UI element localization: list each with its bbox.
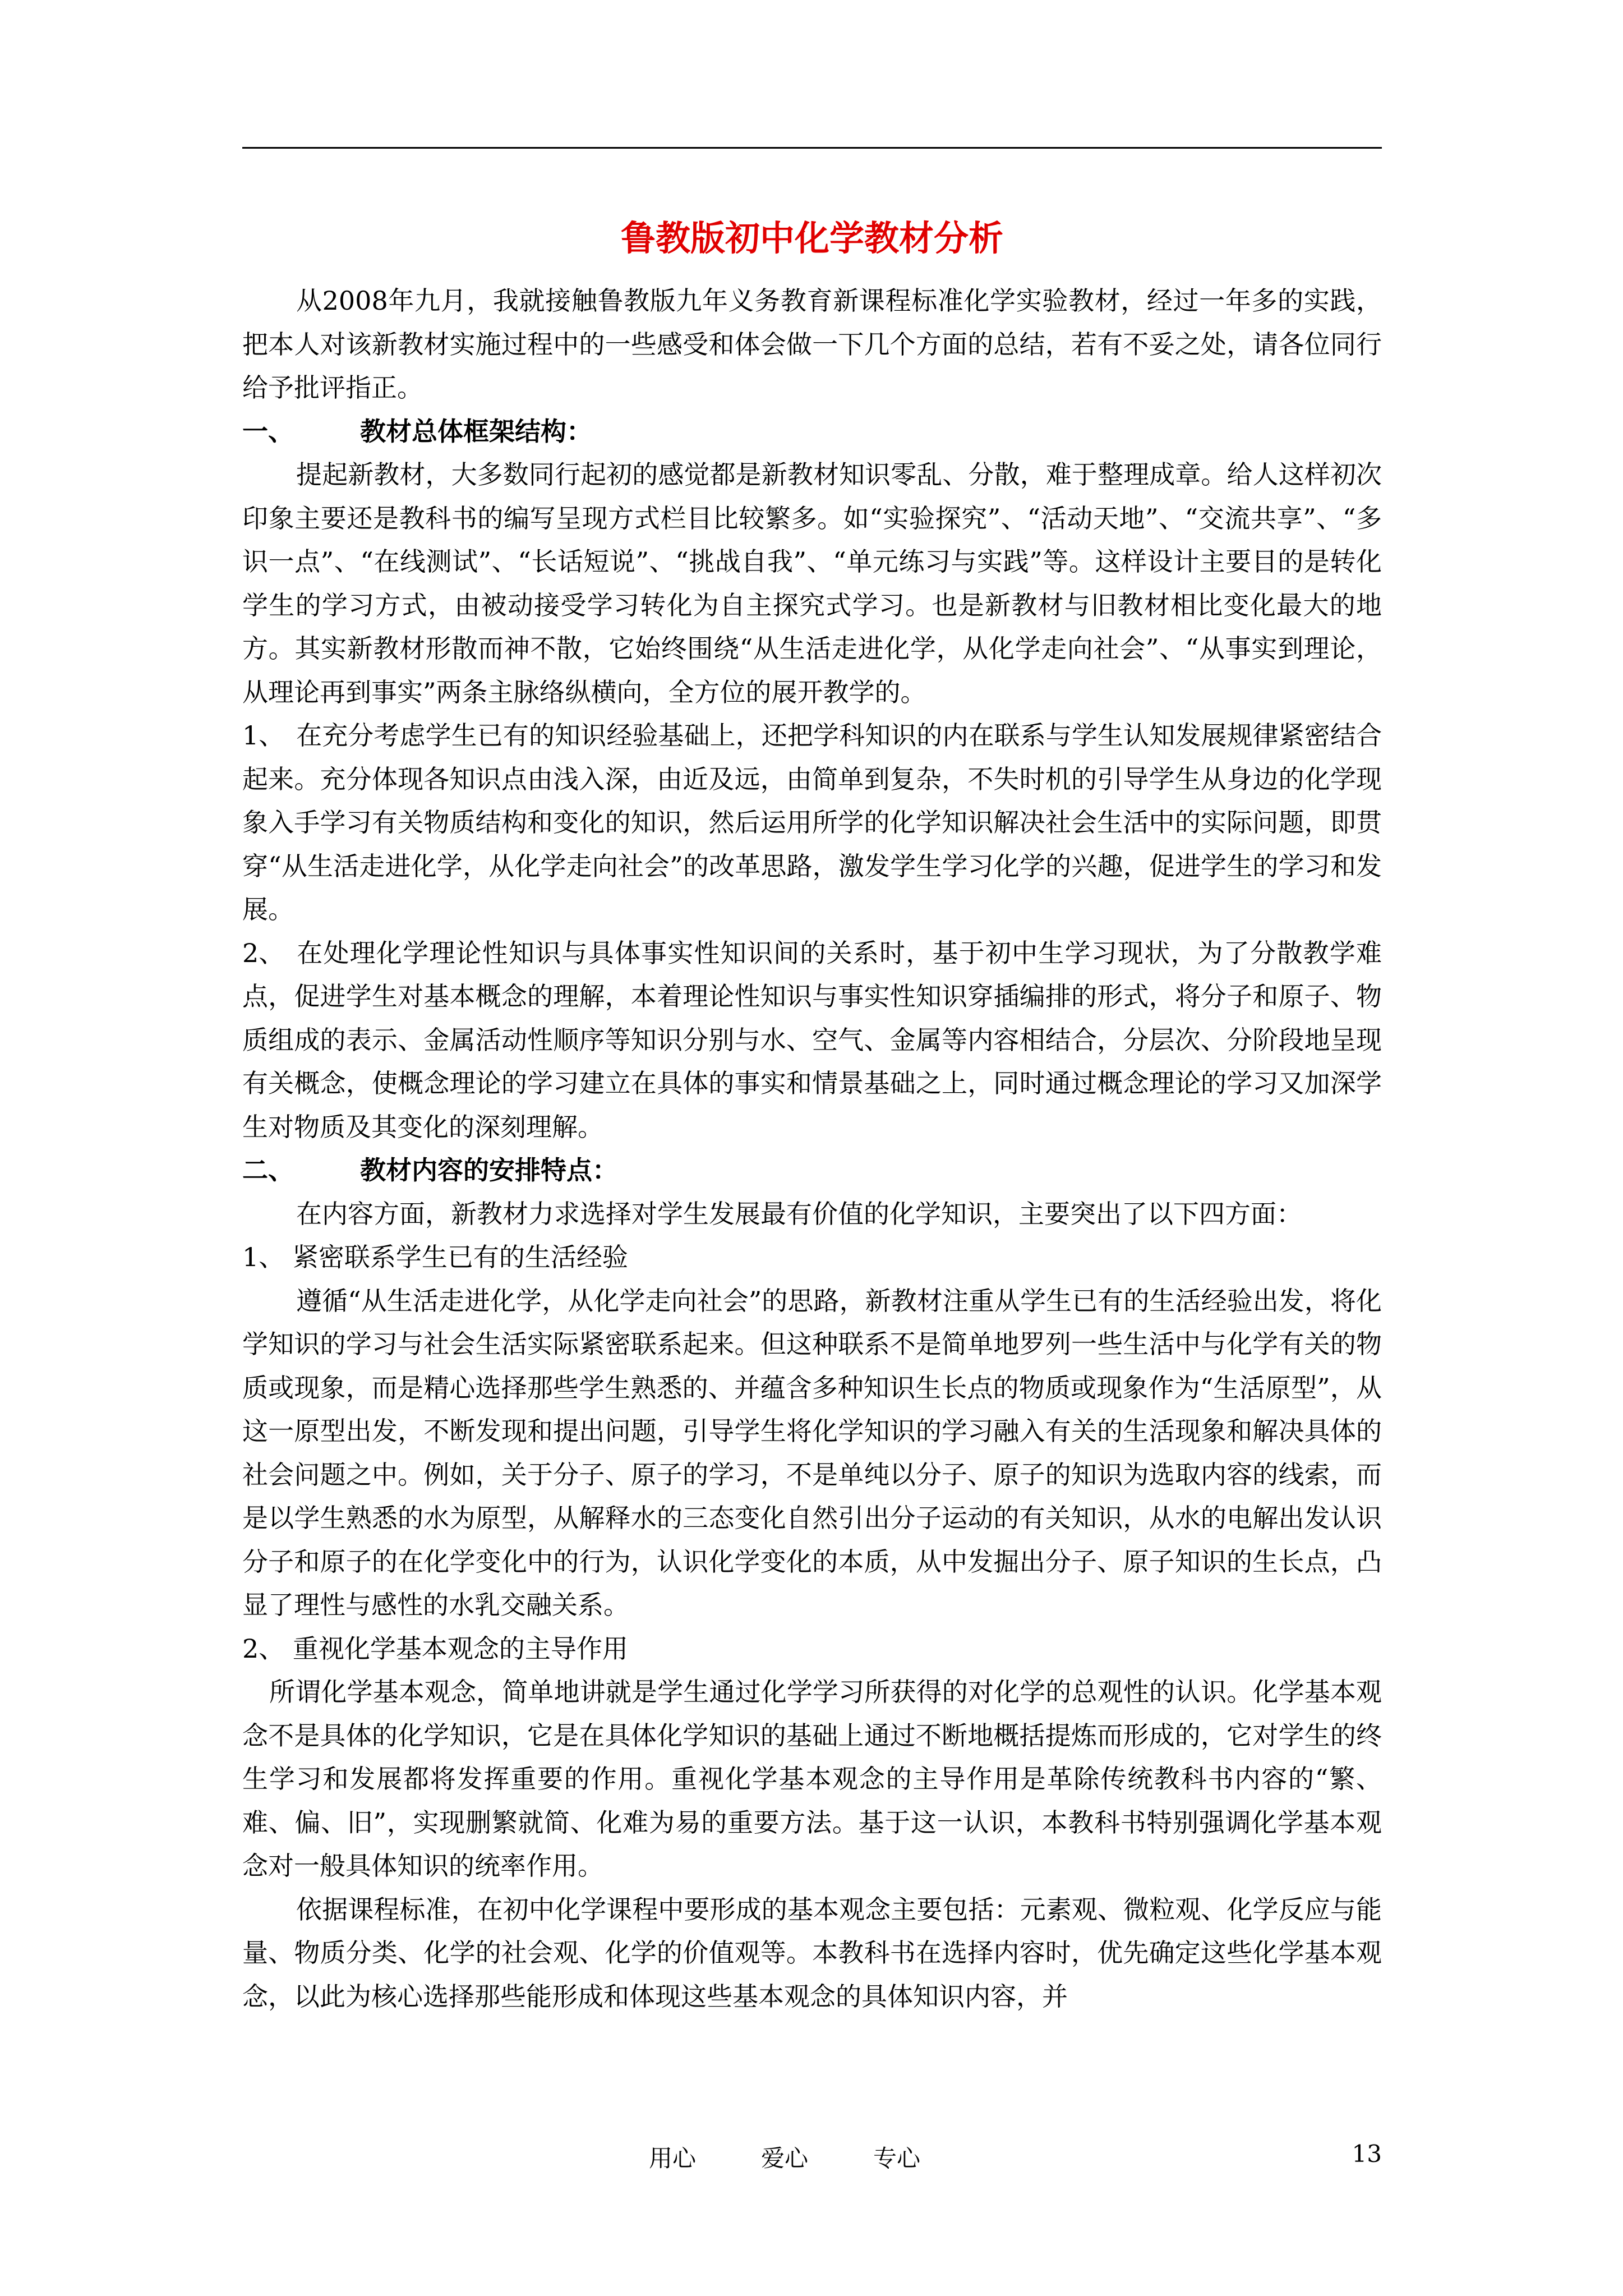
- section-1-item-1: [242, 714, 1382, 932]
- footer-motto: [649, 2140, 920, 2174]
- section-2-number: 二、: [242, 1155, 294, 1185]
- section-2-heading: [242, 1149, 1382, 1193]
- section-1-number: 一、: [242, 416, 294, 447]
- section-1-item-1-number: 1、: [242, 720, 285, 751]
- document-title: 鲁教版初中化学教材分析: [620, 218, 1003, 259]
- section-2-item-1-heading: 1、 紧密联系学生已有的生活经验: [242, 1242, 628, 1272]
- section-2-title: 教材内容的安排特点：: [360, 1155, 618, 1185]
- section-2-item-2-paragraph-1: 所谓化学基本观念，简单地讲就是学生通过化学学习所获得的对化学的总观性的认识。化学基本观念不是具体的化学知识，它是在具体化学知识的基础上通过不断地概括提炼而形成的，它对学生的终生学习和发展都将发挥重要的作用。重视化学基本观念的主导作用是革除传统教科书内容的“繁、难、偏、旧”，实现删繁就简、化难为易的重要方法。基于这一认识，本教科书特别强调化学基本观念对一般具体知识的统率作用。: [242, 1677, 1382, 1881]
- section-1-paragraph: 提起新教材，大多数同行起初的感觉都是新教材知识零乱、分散，难于整理成章。给人这样初次印象主要还是教科书的编写呈现方式栏目比较繁多。如“实验探究”、“活动天地”、“交流共享”、“多识一点”、“在线测试”、“长话短说”、“挑战自我”、“单元练习与实践”等。这样设计主要目的是转化学生的学习方式，由被动接受学习转化为自主探究式学习。也是新教材与旧教材相比变化最大的地方。其实新教材形散而神不散，它始终围绕“从生活走进化学，从化学走向社会”、“从事实到理论，从理论再到事实”两条主脉络纵横向，全方位的展开教学的。: [242, 459, 1382, 707]
- section-2-item-2-heading: 2、 重视化学基本观念的主导作用: [242, 1633, 628, 1664]
- section-1-title: 教材总体框架结构：: [360, 416, 592, 447]
- document-body: [242, 279, 1382, 2018]
- footer-motto-3: 专心: [873, 2145, 921, 2172]
- section-2-item-1-paragraph: 遵循“从生活走进化学，从化学走向社会”的思路，新教材注重从学生已有的生活经验出发，将化学知识的学习与社会生活实际紧密联系起来。但这种联系不是简单地罗列一些生活中与化学有关的物质或现象，而是精心选择那些学生熟悉的、并蕴含多种知识生长点的物质或现象作为“生活原型”，从这一原型出发，不断发现和提出问题，引导学生将化学知识的学习融入有关的生活现象和解决具体的社会问题之中。例如，关于分子、原子的学习，不是单纯以分子、原子的知识为选取内容的线索，而是以学生熟悉的水为原型，从解释水的三态变化自然引出分子运动的有关知识，从水的电解出发认识分子和原子的在化学变化中的行为，认识化学变化的本质，从中发掘出分子、原子知识的生长点，凸显了理性与感性的水乳交融关系。: [242, 1285, 1382, 1620]
- section-1-item-1-text: 在充分考虑学生已有的知识经验基础上，还把学科知识的内在联系与学生认知发展规律紧密结合起来。充分体现各知识点由浅入深，由近及远，由简单到复杂，不失时机的引导学生从身边的化学现象入手学习有关物质结构和变化的知识，然后运用所学的化学知识解决社会生活中的实际问题，即贯穿“从生活走进化学，从化学走向社会”的改革思路，激发学生学习化学的兴趣，促进学生的学习和发展。: [242, 720, 1382, 924]
- page-footer: [242, 2140, 1382, 2174]
- section-2-item-2-paragraph-2: 依据课程标准，在初中化学课程中要形成的基本观念主要包括：元素观、微粒观、化学反应与能量、物质分类、化学的社会观、化学的价值观等。本教科书在选择内容时，优先确定这些化学基本观念，以此为核心选择那些能形成和体现这些基本观念的具体知识内容，并: [242, 1894, 1382, 2012]
- footer-motto-2: 爱心: [761, 2145, 809, 2172]
- section-1-item-2: [242, 932, 1382, 1149]
- section-1-heading: [242, 410, 1382, 454]
- intro-paragraph: 从2008年九月，我就接触鲁教版九年义务教育新课程标准化学实验教材，经过一年多的实践，把本人对该新教材实施过程中的一些感受和体会做一下几个方面的总结，若有不妥之处，请各位同行给予批评指正。: [242, 286, 1382, 403]
- section-1-item-2-number: 2、: [242, 937, 285, 968]
- page-number: 13: [1352, 2140, 1382, 2168]
- header-rule: [242, 147, 1382, 149]
- section-2-intro: 在内容方面，新教材力求选择对学生发展最有价值的化学知识，主要突出了以下四方面：: [296, 1198, 1302, 1229]
- section-1-item-2-text: 在处理化学理论性知识与具体事实性知识间的关系时，基于初中生学习现状，为了分散教学难点，促进学生对基本概念的理解，本着理论性知识与事实性知识穿插编排的形式，将分子和原子、物质组成的表示、金属活动性顺序等知识分别与水、空气、金属等内容相结合，分层次、分阶段地呈现有关概念，使概念理论的学习建立在具体的事实和情景基础之上，同时通过概念理论的学习又加深学生对物质及其变化的深刻理解。: [242, 937, 1382, 1142]
- footer-motto-1: 用心: [649, 2145, 697, 2172]
